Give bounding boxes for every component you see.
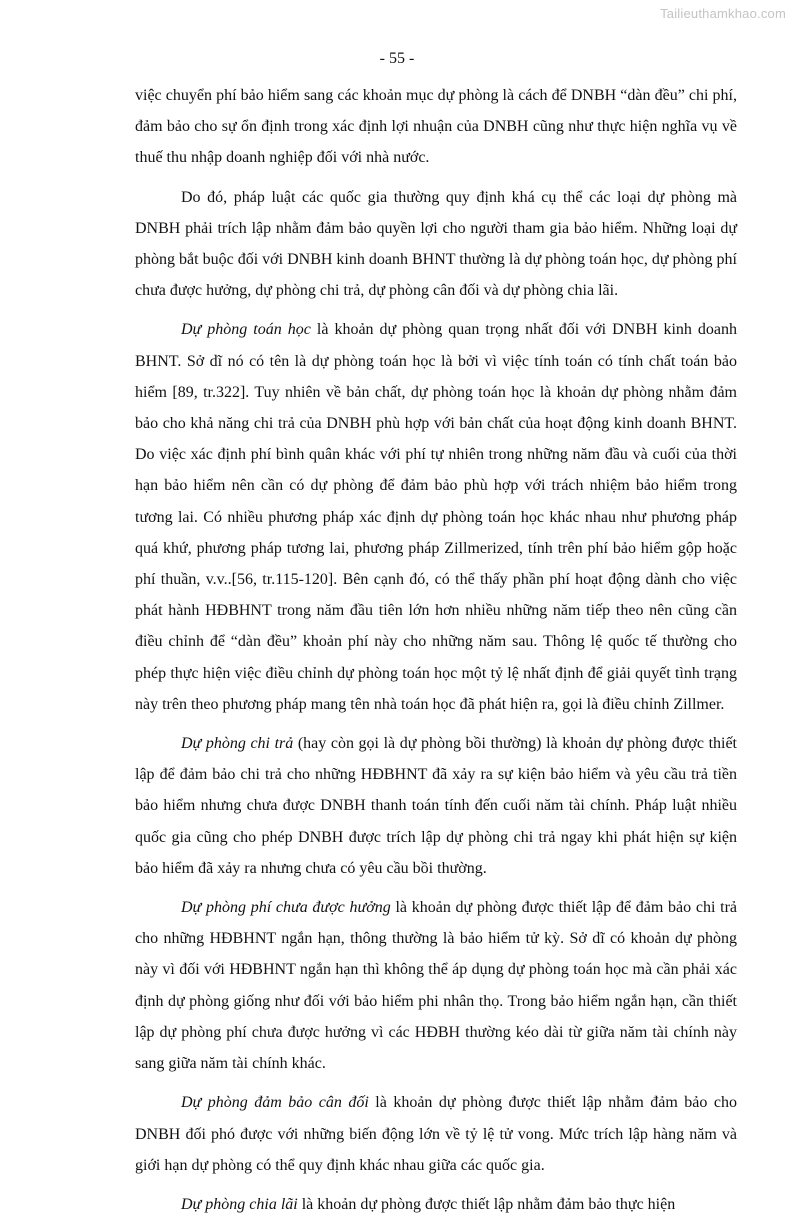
term-equalization-reserve: Dự phòng đảm bảo cân đối: [181, 1094, 369, 1112]
page-number: - 55 -: [379, 50, 415, 67]
watermark: Tailieuthamkhao.com: [660, 6, 786, 21]
paragraph-text: là khoản dự phòng được thiết lập nhằm đảm bảo cho DNBH đối phó được với những biến động lớn về tỷ lệ tử vong. Mức trích lập hàng năm và giới hạn dự phòng có thể quy định khác nhau giữa các quốc gia.: [135, 1094, 737, 1174]
paragraph-text: Do đó, pháp luật các quốc gia thường quy định khá cụ thể các loại dự phòng mà DNBH phải trích lập nhằm đảm bảo quyền lợi cho người tham gia bảo hiểm. Những loại dự phòng bắt buộc đối với DNBH kinh doanh BHNT thường là dự phòng toán học, dự phòng phí chưa được hưởng, dự phòng chi trả, dự phòng cân đối và dự phòng chia lãi.: [135, 188, 737, 300]
term-claims-reserve: Dự phòng chi trả: [181, 735, 294, 753]
paragraph-5: [135, 892, 737, 1079]
term-mathematical-reserve: Dự phòng toán học: [181, 321, 311, 339]
paragraph-1: [135, 80, 737, 174]
paragraph-7: [135, 1189, 737, 1220]
paragraph-text: là khoản dự phòng được thiết lập nhằm đảm bảo thực hiện: [297, 1195, 676, 1213]
paragraph-3: [135, 314, 737, 720]
term-profit-sharing-reserve: Dự phòng chia lãi: [181, 1195, 298, 1213]
paragraph-2: [135, 182, 737, 307]
paragraph-text: (hay còn gọi là dự phòng bồi thường) là khoản dự phòng được thiết lập để đảm bảo chi trả cho những HĐBHNT đã xảy ra sự kiện bảo hiểm và yêu cầu trả tiền bảo hiểm nhưng chưa được DNBH thanh toán tính đến cuối năm tài chính. Pháp luật nhiều quốc gia cũng cho phép DNBH được trích lập dự phòng chi trả ngay khi phát hiện sự kiện bảo hiểm đã xảy ra nhưng chưa có yêu cầu bồi thường.: [135, 735, 738, 877]
paragraph-4: [135, 728, 737, 884]
term-unearned-premium-reserve: Dự phòng phí chưa được hưởng: [181, 899, 391, 917]
paragraph-6: [135, 1087, 737, 1181]
paragraph-text: là khoản dự phòng được thiết lập để đảm bảo chi trả cho những HĐBHNT ngắn hạn, thông thường là bảo hiểm tử kỳ. Sở dĩ có khoản dự phòng này vì đối với HĐBHNT ngắn hạn thì không thể áp dụng dự phòng toán học mà cần phải xác định dự phòng giống như đối với bảo hiểm phi nhân thọ. Trong bảo hiểm ngắn hạn, cần thiết lập dự phòng phí chưa được hưởng vì các HĐBH thường kéo dài từ giữa năm tài chính này sang giữa năm tài chính khác.: [135, 899, 737, 1073]
page-body: [135, 80, 737, 1220]
paragraph-text: là khoản dự phòng quan trọng nhất đối với DNBH kinh doanh BHNT. Sở dĩ nó có tên là dự phòng toán học là bởi vì việc tính toán có tính chất toán bảo hiểm [89, tr.322]. Tuy nhiên về bản chất, dự phòng toán học là khoản dự phòng nhằm đảm bảo cho khả năng chi trả của DNBH phù hợp với bản chất của hoạt động kinh doanh BHNT. Do việc xác định phí bình quân khác với phí tự nhiên trong những năm đầu và cuối của thời hạn bảo hiểm nên cần có dự phòng để đảm bảo phù hợp với trách nhiệm bảo hiểm trong tương lai. Có nhiều phương pháp xác định dự phòng toán học khác nhau như phương pháp quá khứ, phương pháp tương lai, phương pháp Zillmerized, tính trên phí bảo hiểm gộp hoặc phí thuần, v.v..[56, tr.115-120]. Bên cạnh đó, có thể thấy phần phí hoạt động dành cho việc phát hành HĐBHNT trong năm đầu tiên lớn hơn nhiều những năm tiếp theo nên cũng cần điều chỉnh để “dàn đều” khoản phí này cho những năm sau. Thông lệ quốc tế thường cho phép thực hiện việc điều chỉnh dự phòng toán học một tỷ lệ nhất định để giải quyết tình trạng này trên theo phương pháp mang tên nhà toán học đã phát hiện ra, gọi là điều chỉnh Zillmer.: [135, 321, 738, 713]
paragraph-text: việc chuyển phí bảo hiểm sang các khoản mục dự phòng là cách để DNBH “dàn đều” chi phí, đảm bảo cho sự ổn định trong xác định lợi nhuận của DNBH cũng như thực hiện nghĩa vụ về thuế thu nhập doanh nghiệp đối với nhà nước.: [135, 87, 737, 167]
